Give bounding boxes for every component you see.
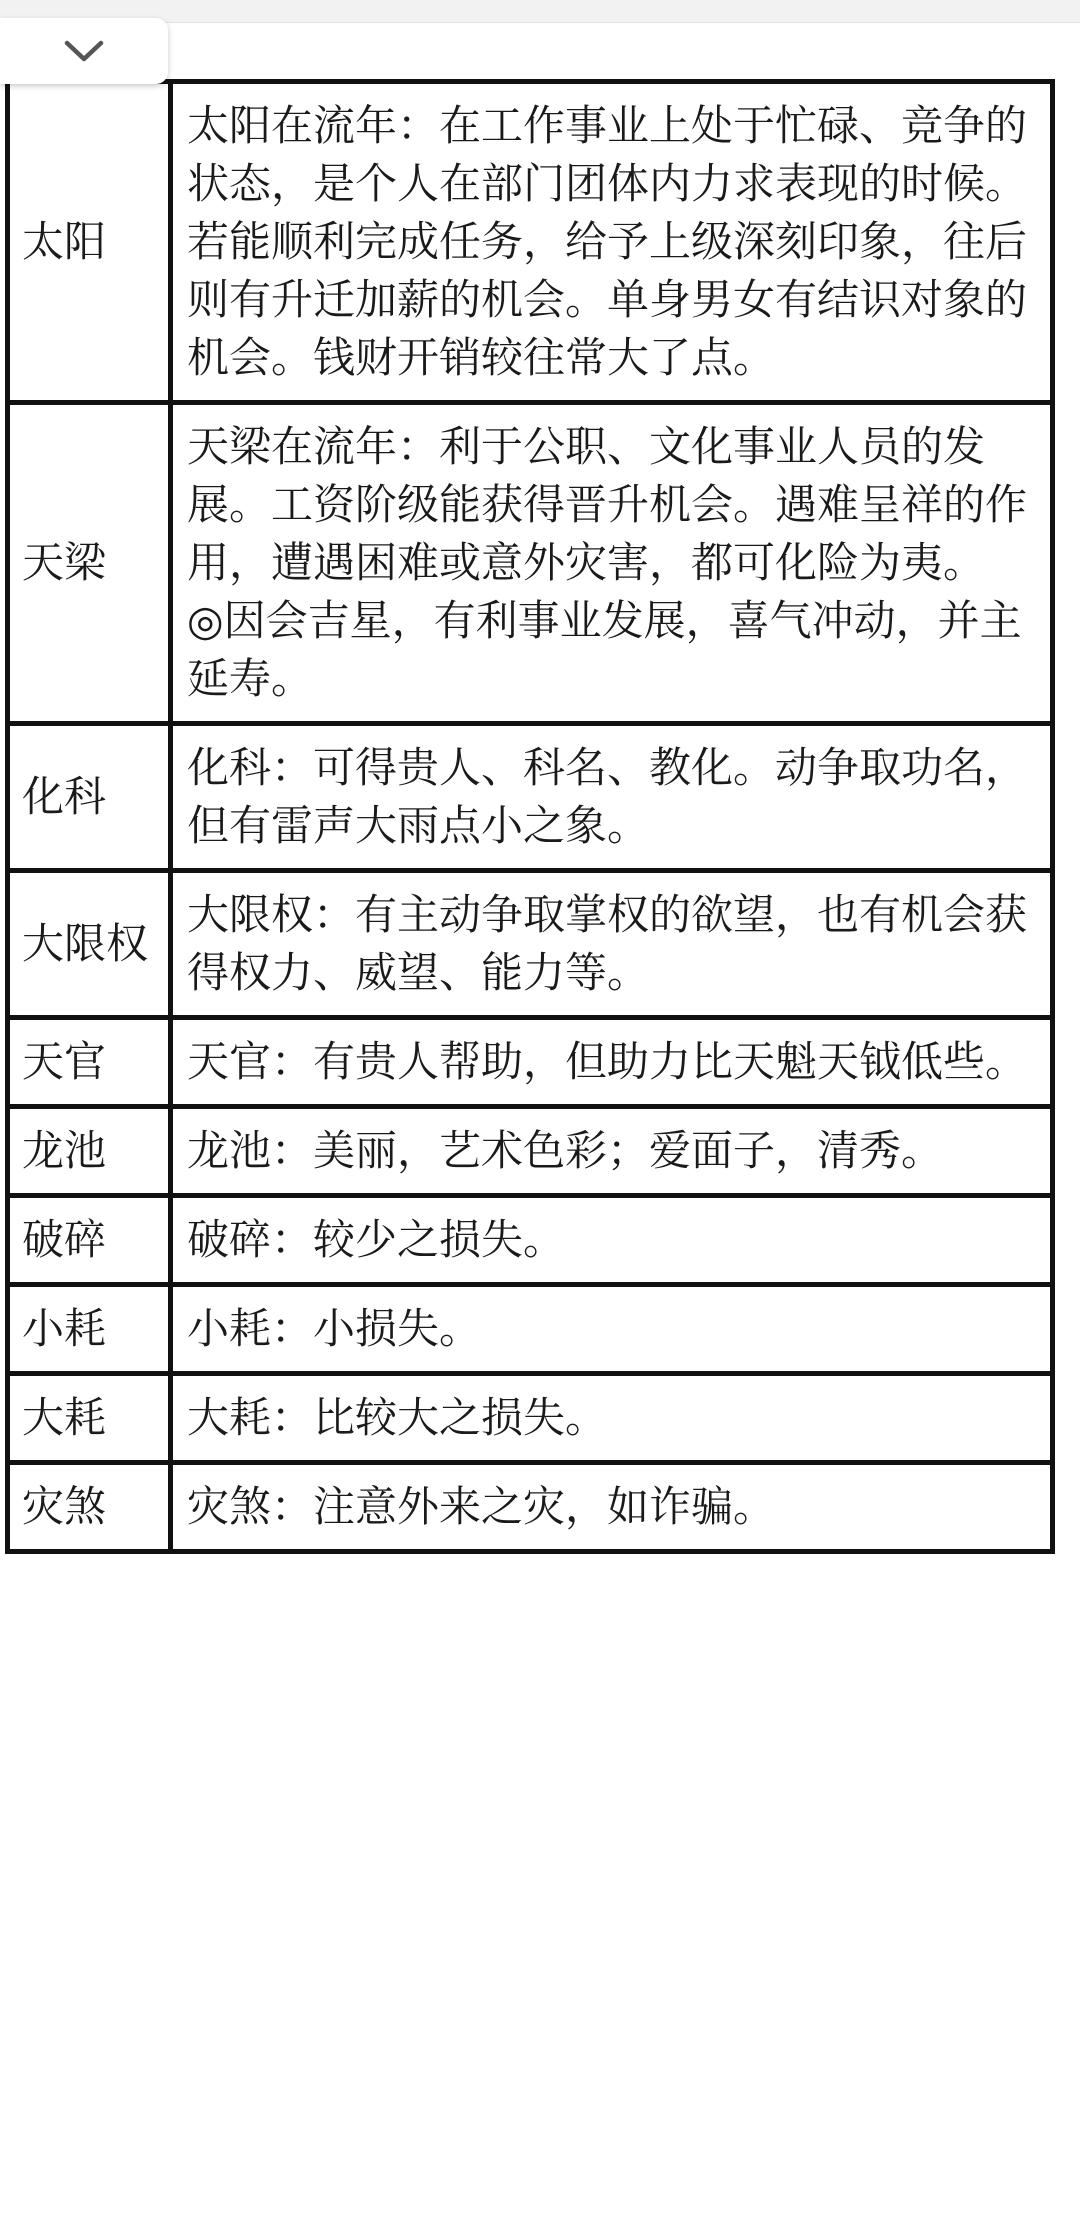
description-text: 小耗：小损失。	[187, 1304, 482, 1353]
table-row	[8, 82, 1053, 403]
star-name-cell: 龙池	[8, 1107, 171, 1196]
star-description-cell	[171, 1374, 1053, 1463]
description-text: 大限权：有主动争取掌权的欲望，也有机会获得权力、威望、能力等。	[187, 890, 1028, 997]
chevron-down-icon	[62, 36, 106, 66]
star-description-cell	[171, 1107, 1053, 1196]
table-row	[8, 1463, 1053, 1552]
star-description-cell	[171, 724, 1053, 871]
description-text: 龙池：美丽，艺术色彩；爱面子，清秀。	[187, 1126, 944, 1175]
collapse-button[interactable]	[0, 18, 168, 84]
table-body	[8, 82, 1053, 1552]
star-name-cell: 破碎	[8, 1196, 171, 1285]
table-row	[8, 403, 1053, 724]
star-description-cell	[171, 1018, 1053, 1107]
table-row	[8, 871, 1053, 1018]
star-description-cell	[171, 82, 1053, 403]
star-name-cell: 大限权	[8, 871, 171, 1018]
star-description-cell	[171, 1285, 1053, 1374]
star-description-cell	[171, 1463, 1053, 1552]
star-name-cell: 天官	[8, 1018, 171, 1107]
star-description-cell	[171, 403, 1053, 724]
star-name-cell: 小耗	[8, 1285, 171, 1374]
description-text: 大耗：比较大之损失。	[187, 1393, 608, 1442]
description-text: 破碎：较少之损失。	[187, 1215, 566, 1264]
table-row	[8, 1107, 1053, 1196]
description-text: 天官：有贵人帮助，但助力比天魁天钺低些。	[187, 1037, 1028, 1086]
star-name-cell: 太阳	[8, 82, 171, 403]
description-text: 太阳在流年：在工作事业上处于忙碌、竞争的状态，是个人在部门团体内力求表现的时候。若能顺利完成任务，给予上级深刻印象，往后则有升迁加薪的机会。单身男女有结识对象的机会。钱财开销较往常大了点。	[187, 101, 1028, 382]
description-text: 天梁在流年：利于公职、文化事业人员的发展。工资阶级能获得晋升机会。遇难呈祥的作用，遭遇困难或意外灾害，都可化险为夷。	[187, 422, 1028, 587]
table-row	[8, 1196, 1053, 1285]
star-description-cell	[171, 871, 1053, 1018]
star-name-cell: 灾煞	[8, 1463, 171, 1552]
description-note: ◎因会吉星，有利事业发展，喜气冲动，并主延寿。	[187, 596, 1022, 703]
table-row	[8, 1018, 1053, 1107]
star-interpretation-table	[5, 79, 1055, 1554]
table-row	[8, 1285, 1053, 1374]
star-name-cell: 天梁	[8, 403, 171, 724]
description-text: 化科：可得贵人、科名、教化。动争取功名，但有雷声大雨点小之象。	[187, 743, 1028, 850]
star-name-cell: 大耗	[8, 1374, 171, 1463]
description-text: 灾煞：注意外来之灾，如诈骗。	[187, 1482, 776, 1531]
star-name-cell: 化科	[8, 724, 171, 871]
star-interpretation-table-container	[5, 79, 1055, 1554]
table-row	[8, 1374, 1053, 1463]
table-row	[8, 724, 1053, 871]
star-description-cell	[171, 1196, 1053, 1285]
